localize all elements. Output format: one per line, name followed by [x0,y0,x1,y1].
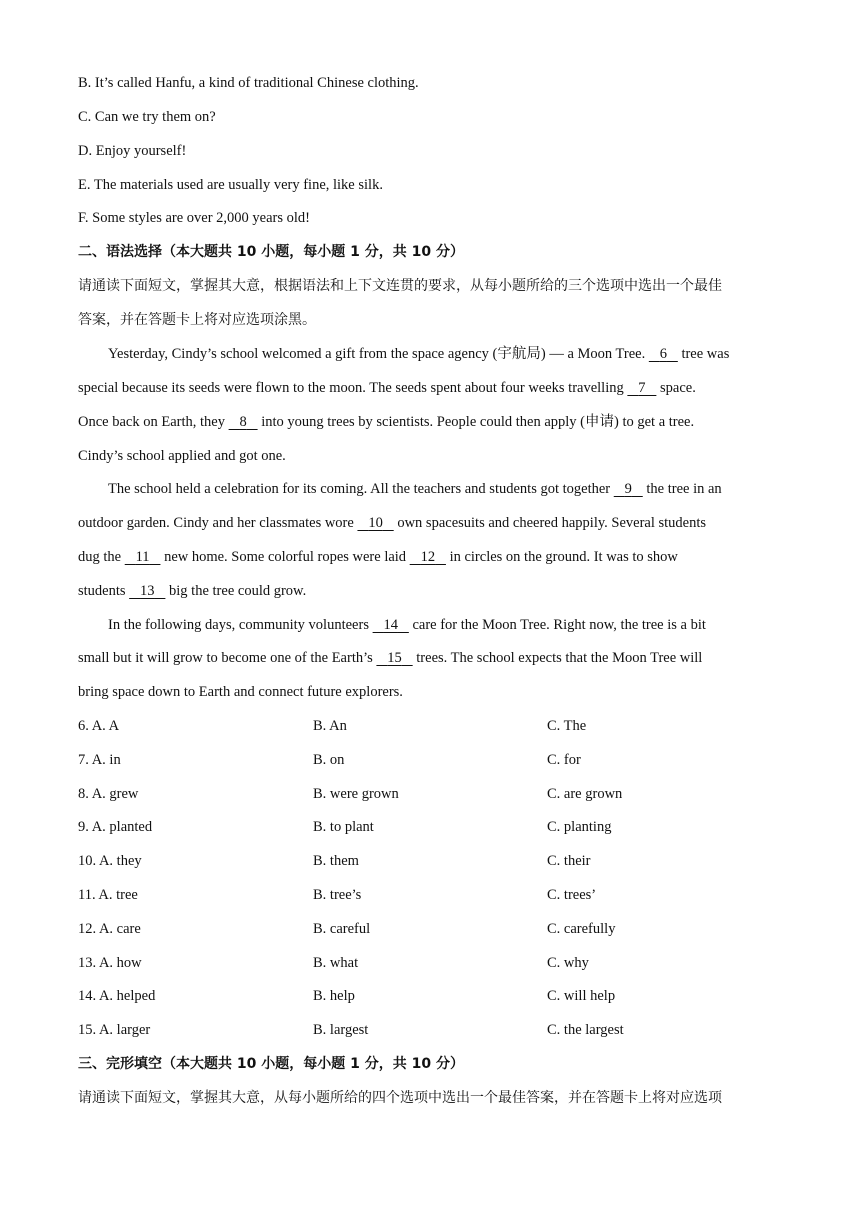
section3-heading: 三、完形填空（本大题共 10 小题，每小题 1 分，共 10 分） [78,1056,464,1072]
q15-option-a: 15. A. larger [78,1022,151,1038]
q15-option-b: B. largest [313,1022,369,1038]
q14-option-c: C. will help [547,988,616,1004]
passage-text: Once back on Earth, they [78,414,229,430]
passage-text: own spacesuits and cheered happily. Several students [393,515,707,531]
q11-option-a: 11. A. tree [78,887,138,903]
q14-option-a: 14. A. helped [78,988,156,1004]
blank-7: 7 [638,380,646,396]
q14-option-b: B. help [313,988,355,1004]
q7-option-c: C. for [547,752,581,768]
passage-line [78,581,788,601]
passage-line: Cindy’s school applied and got one. [78,448,286,464]
passage-line [78,412,788,432]
q9-option-a: 9. A. planted [78,819,153,835]
q6-option-c: C. The [547,718,587,734]
passage-line [78,648,788,668]
q9-option-c: C. planting [547,819,612,835]
passage-line [78,547,788,567]
section3-instruction-line1: 请通读下面短文，掌握其大意，从每小题所给的四个选项中选出一个最佳答案，并在答题卡上将对应选项 [78,1090,722,1106]
passage-text: trees. The school expects that the Moon Tree will [412,650,703,666]
blank-10: 10 [368,515,383,531]
passage-text: outdoor garden. Cindy and her classmates wore [78,515,358,531]
option-e: E. The materials used are usually very fine, like silk. [78,177,383,193]
q6-option-b: B. An [313,718,347,734]
option-d: D. Enjoy yourself! [78,143,187,159]
passage-line [108,615,788,635]
passage-text: big the tree could grow. [165,583,307,599]
q13-option-c: C. why [547,955,589,971]
q10-option-b: B. them [313,853,359,869]
blank-9: 9 [624,481,632,497]
blank-14: 14 [383,617,398,633]
passage-text: care for the Moon Tree. Right now, the tree is a bit [408,617,706,633]
q15-option-c: C. the largest [547,1022,624,1038]
blank-13: 13 [140,583,155,599]
option-f: F. Some styles are over 2,000 years old! [78,210,310,226]
q9-option-b: B. to plant [313,819,374,835]
passage-text: Yesterday, Cindy’s school welcomed a gift from the space agency (宇航局) — a Moon Tree. [108,346,649,362]
passage-line: bring space down to Earth and connect future explorers. [78,684,403,700]
blank-11: 11 [135,549,150,565]
passage-line [78,513,788,533]
passage-text: in circles on the ground. It was to show [445,549,678,565]
q12-option-c: C. carefully [547,921,616,937]
passage-text: In the following days, community volunteers [108,617,373,633]
q12-option-b: B. careful [313,921,371,937]
passage-text: dug the [78,549,125,565]
option-b: B. It’s called Hanfu, a kind of traditional Chinese clothing. [78,75,419,91]
q13-option-a: 13. A. how [78,955,142,971]
passage-line [108,344,788,364]
blank-12: 12 [420,549,436,565]
blank-15: 15 [387,650,402,666]
passage-text: tree was [677,346,730,362]
q11-option-b: B. tree’s [313,887,362,903]
q10-option-a: 10. A. they [78,853,142,869]
q8-option-a: 8. A. grew [78,786,139,802]
option-c: C. Can we try them on? [78,109,216,125]
passage-text: special because its seeds were flown to the moon. The seeds spent about four weeks travelling [78,380,628,396]
q6-option-a: 6. A. A [78,718,120,734]
passage-line [78,378,788,398]
passage-text: space. [656,380,696,396]
section2-heading: 二、语法选择（本大题共 10 小题，每小题 1 分，共 10 分） [78,244,464,260]
passage-text: new home. Some colorful ropes were laid [160,549,410,565]
q7-option-a: 7. A. in [78,752,121,768]
passage-text: into young trees by scientists. People could then apply (申请) to get a tree. [257,414,695,430]
q11-option-c: C. trees’ [547,887,597,903]
blank-8: 8 [239,414,247,430]
q10-option-c: C. their [547,853,591,869]
passage-text: The school held a celebration for its coming. All the teachers and students got together [108,481,614,497]
passage-text: small but it will grow to become one of the Earth’s [78,650,377,666]
passage-line [108,479,788,499]
passage-text: students [78,583,130,599]
section2-instruction-line2: 答案，并在答题卡上将对应选项涂黑。 [78,312,316,328]
q8-option-c: C. are grown [547,786,623,802]
section2-instruction-line1: 请通读下面短文，掌握其大意，根据语法和上下文连贯的要求，从每小题所给的三个选项中选出一个最佳 [78,278,722,294]
q7-option-b: B. on [313,752,345,768]
passage-text: the tree in an [642,481,722,497]
blank-6: 6 [659,346,667,362]
q12-option-a: 12. A. care [78,921,141,937]
q8-option-b: B. were grown [313,786,399,802]
q13-option-b: B. what [313,955,359,971]
